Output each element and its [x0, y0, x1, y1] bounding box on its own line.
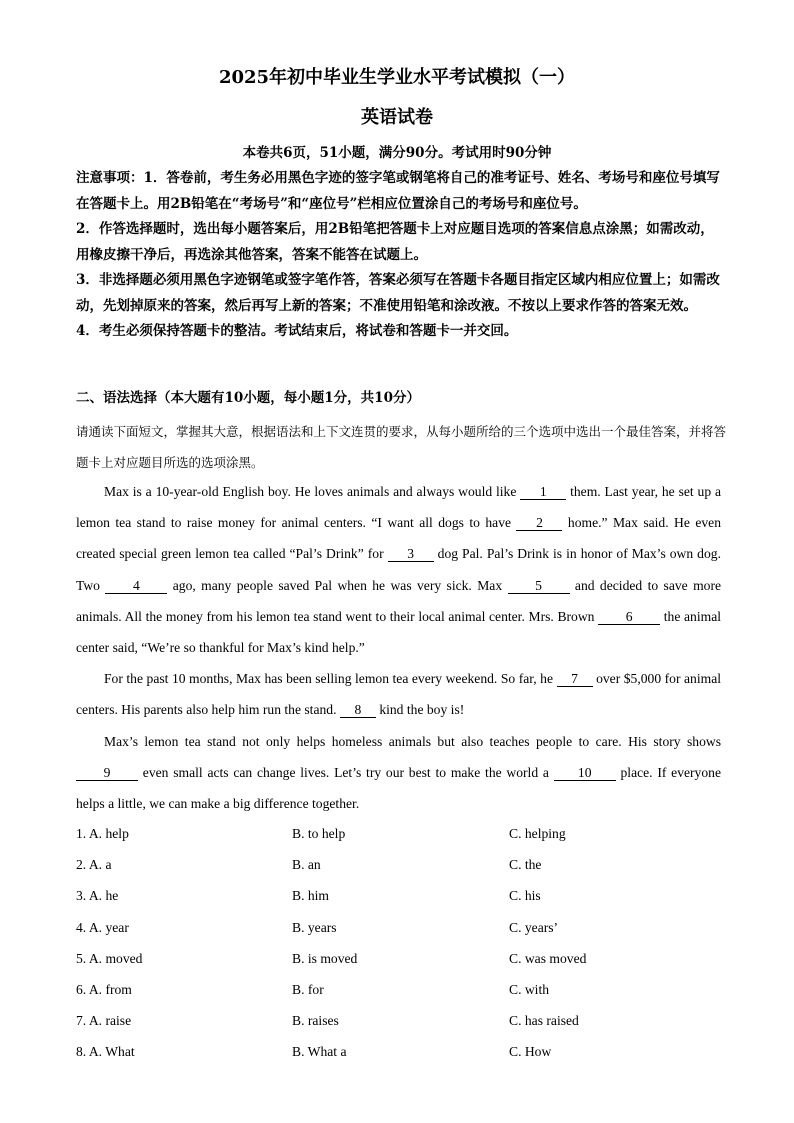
option-c: C. years’: [509, 919, 559, 935]
answer-blank: 6: [598, 610, 660, 625]
exam-subtitle: 英语试卷: [361, 107, 433, 128]
section-heading: 二、语法选择（本大题有10小题，每小题1分，共10分）: [76, 390, 420, 406]
option-c: C. was moved: [509, 950, 587, 966]
option-c: C. the: [509, 857, 542, 873]
passage-paragraph-3: [76, 726, 721, 820]
option-b: B. an: [292, 857, 321, 873]
option-row: [76, 974, 736, 1005]
answer-blank: 5: [508, 579, 570, 594]
option-c: C. helping: [509, 826, 566, 841]
section-instruction: [76, 416, 726, 478]
option-row: [76, 1005, 736, 1036]
option-a: 3. A. he: [76, 888, 119, 904]
passage-text: and decided to save more animals. All the money from his lemon tea stand went to their local animal center. Mrs. Brown: [76, 577, 722, 624]
answer-blank: 2: [516, 516, 562, 531]
passage-text: even small acts can change lives. Let’s try our best to make the world a: [142, 764, 549, 780]
option-a: 4. A. year: [76, 919, 129, 935]
note-3: 3．非选择题必须用黑色字迹钢笔或签字笔作答，答案必须写在答题卡各题目指定区域内相应位置上；如需改动，先划掉原来的答案，然后再写上新的答案；不准使用铅笔和涂改液。不按以上要求作答的答案无效。: [76, 272, 720, 314]
passage-text: ago, many people saved Pal when he was very sick. Max: [172, 577, 503, 593]
passage-text: Max is a 10-year-old English boy. He loves animals and always would like: [104, 484, 517, 499]
option-c: C. his: [509, 888, 541, 904]
option-b: B. him: [292, 888, 330, 904]
option-c: C. has raised: [509, 1013, 579, 1029]
answer-blank: 10: [554, 766, 616, 781]
option-b: B. raises: [292, 1013, 339, 1029]
passage-text: place. If everyone helps a little, we can make a big difference together.: [76, 764, 721, 812]
answer-options: [76, 818, 736, 1068]
option-b: B. for: [292, 981, 324, 997]
passage-text: For the past 10 months, Max has been selling lemon tea every weekend. So far, he: [104, 671, 553, 687]
option-row: [76, 849, 736, 880]
option-row: [76, 943, 736, 974]
option-b: B. is moved: [292, 950, 358, 966]
option-row: [76, 912, 736, 943]
passage-text: kind the boy is!: [379, 702, 465, 718]
reading-passage: [76, 476, 721, 819]
exam-info: 本卷共6页，51小题，满分90分。考试用时90分钟: [242, 145, 552, 161]
option-b: B. What a: [292, 1044, 347, 1060]
option-c: C. How: [509, 1044, 552, 1060]
option-a: 7. A. raise: [76, 1013, 132, 1029]
instruction-text: 请通读下面短文，掌握其大意，根据语法和上下文连贯的要求，从每小题所给的三个选项中选出一个最佳答案，并将答题卡上对应题目所选的选项涂黑。: [76, 424, 727, 470]
passage-text: them. Last year, he set up a lemon tea stand to raise money for animal centers. “I want all dogs to have: [76, 484, 722, 531]
answer-blank: 9: [76, 766, 138, 781]
option-a: 5. A. moved: [76, 950, 143, 966]
option-a: 1. A. help: [76, 826, 129, 841]
exam-title: 2025年初中毕业生学业水平考试模拟（一）: [218, 67, 576, 88]
answer-blank: 1: [520, 485, 566, 500]
passage-text: dog Pal. Pal’s Drink is in honor of Max’s own dog. Two: [76, 546, 721, 593]
note-4: 4．考生必须保持答题卡的整洁。考试结束后，将试卷和答题卡一并交回。: [76, 323, 518, 339]
option-row: [76, 880, 736, 911]
answer-blank: 8: [340, 703, 376, 718]
option-b: B. years: [292, 919, 337, 935]
option-row: [76, 1036, 736, 1067]
note-2: 2．作答选择题时，选出每小题答案后，用2B铅笔把答题卡上对应题目选项的答案信息点涂黑；如需改动，用橡皮擦干净后，再选涂其他答案，答案不能答在试题上。: [76, 221, 714, 263]
passage-paragraph-1: [76, 476, 721, 663]
passage-text: over $5,000 for animal centers. His parents also help him run the stand.: [76, 671, 721, 718]
exam-notes: [76, 166, 726, 345]
option-b: B. to help: [292, 826, 346, 841]
option-c: C. with: [509, 981, 550, 997]
passage-paragraph-2: [76, 663, 721, 725]
answer-blank: 7: [557, 672, 593, 687]
passage-text: home.” Max said. He even created special green lemon tea called “Pal’s Drink” for: [76, 515, 721, 562]
option-row: [76, 818, 736, 849]
answer-blank: 3: [388, 547, 434, 562]
option-a: 2. A. a: [76, 857, 112, 873]
option-a: 8. A. What: [76, 1044, 135, 1060]
passage-text: the animal center said, “We’re so thankful for Max’s kind help.”: [76, 608, 722, 656]
answer-blank: 4: [105, 579, 167, 594]
option-a: 6. A. from: [76, 981, 132, 997]
note-1: 注意事项：1．答卷前，考生务必用黑色字迹的签字笔或钢笔将自己的准考证号、姓名、考场号和座位号填写在答题卡上。用2B铅笔在“考场号”和“座位号”栏相应位置涂自己的考场号和座位号。: [76, 170, 720, 212]
passage-text: Max’s lemon tea stand not only helps homeless animals but also teaches people to care. His story shows: [104, 733, 721, 749]
